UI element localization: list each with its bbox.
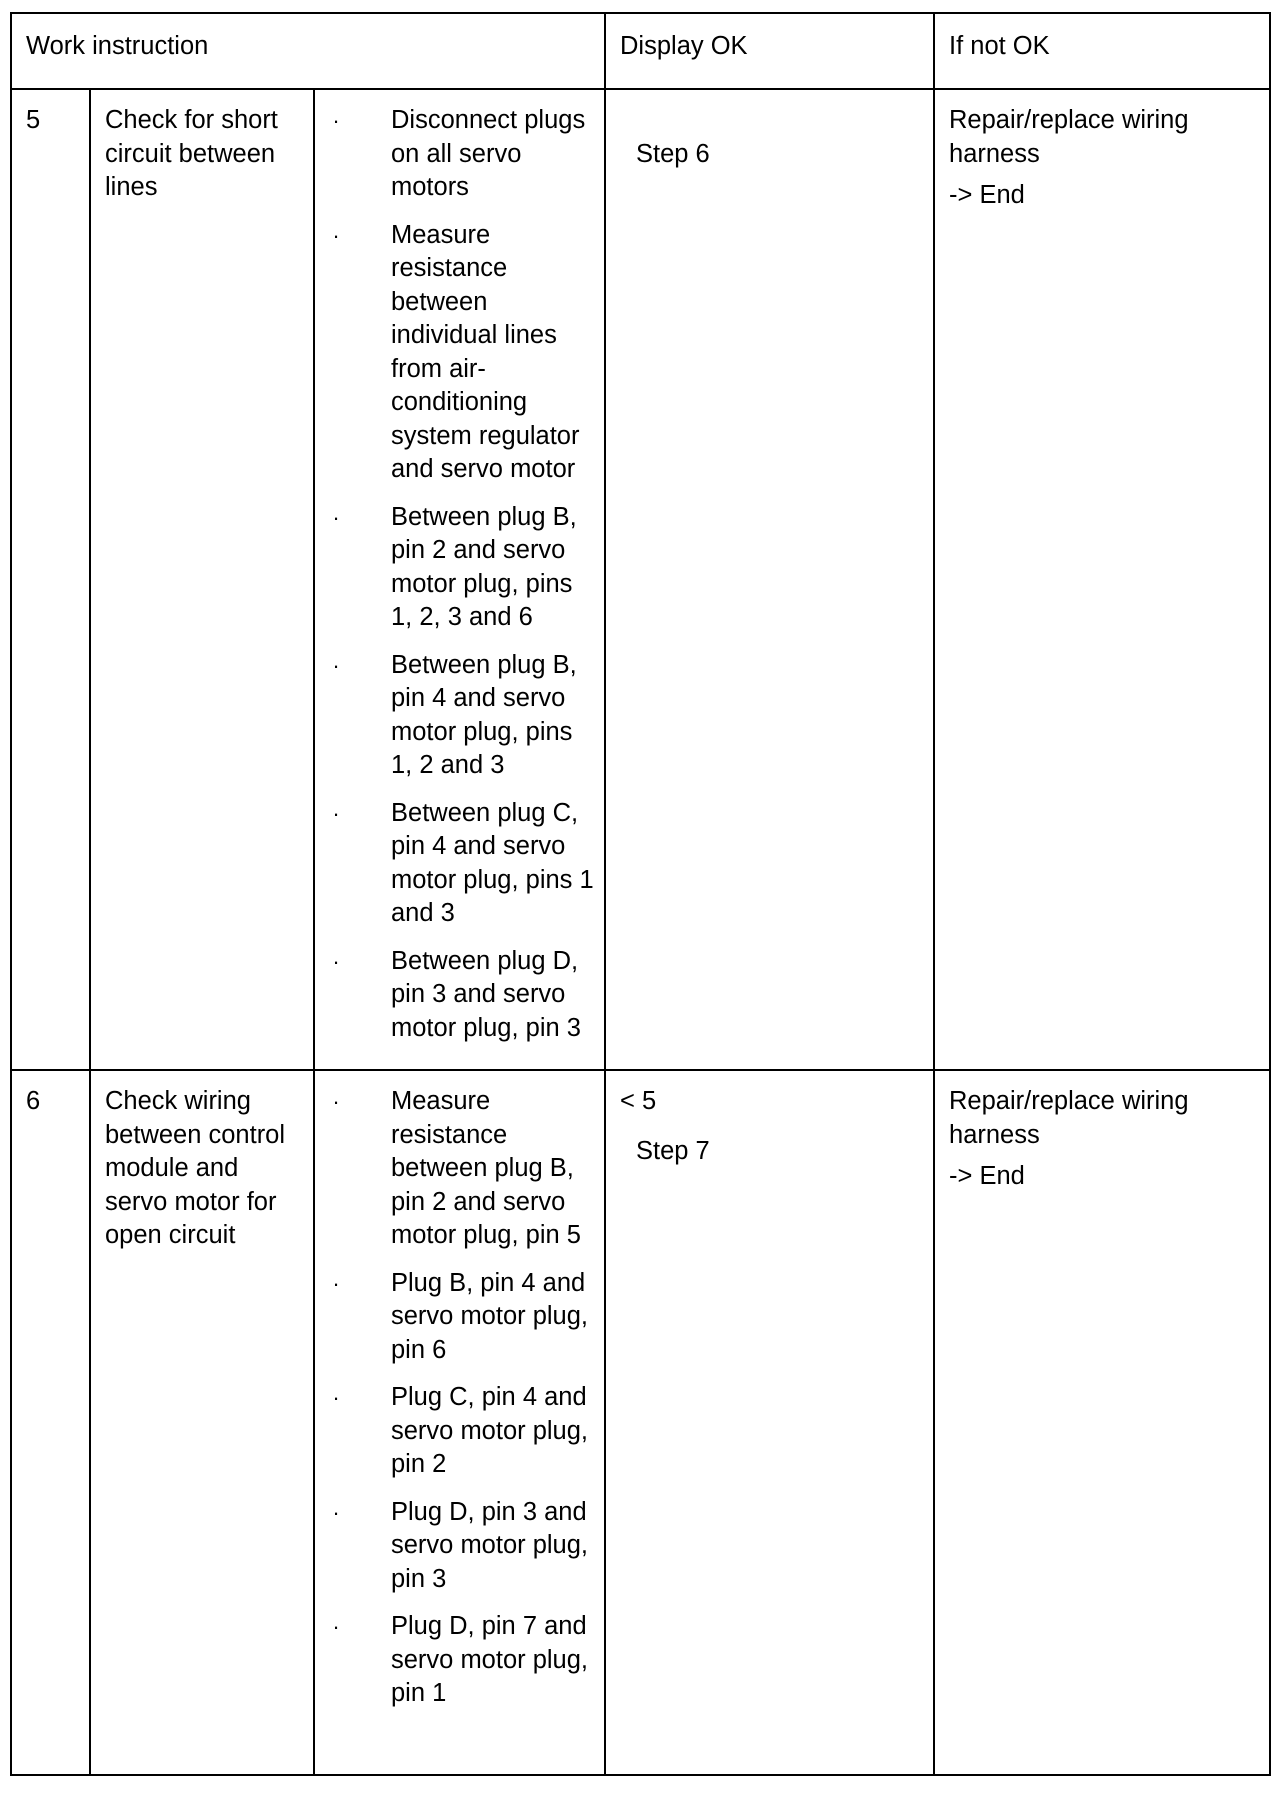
table-header-row [11, 13, 1270, 89]
bullet-icon: · [332, 1089, 340, 1114]
check-description: Check wiring between control module and servo motor for open circuit [90, 1070, 314, 1775]
header-display-ok: Display OK [605, 13, 934, 89]
list-item [329, 1610, 598, 1711]
list-item [329, 649, 598, 783]
bullet-icon: · [332, 1270, 340, 1296]
step-number: 6 [11, 1070, 90, 1775]
if-not-ok-action: Repair/replace wiring harness [949, 1087, 1189, 1149]
procedure-text: Plug D, pin 3 and servo motor plug, pin 3 [391, 1497, 589, 1593]
next-step-link[interactable]: Step 7 [636, 1136, 710, 1165]
procedure-text: Between plug B, pin 2 and servo motor plug, pins 1, 2, 3 and 6 [391, 502, 577, 631]
if-not-ok-action: Repair/replace wiring harness [949, 106, 1189, 168]
header-work-instruction: Work instruction [11, 13, 605, 89]
next-step-link[interactable]: Step 6 [636, 140, 710, 168]
procedure-text: Measure resistance between individual lines from air-conditioning system regulator and servo motor [391, 220, 580, 483]
procedure-text: Between plug D, pin 3 and servo motor plug, pin 3 [391, 946, 581, 1042]
list-item [329, 501, 598, 635]
bullet-icon: · [332, 800, 340, 826]
procedure-text: Disconnect plugs on all servo motors [391, 106, 586, 201]
procedure-text: Measure resistance between plug B, pin 2 and servo motor plug, pin 5 [391, 1087, 581, 1249]
procedure-text: Between plug C, pin 4 and servo motor plug, pins 1 and 3 [391, 798, 594, 927]
if-not-ok-cell [934, 89, 1270, 1070]
procedure-list [329, 104, 598, 1045]
list-item [329, 1085, 598, 1253]
display-ok-cell [605, 89, 934, 1070]
list-item [329, 945, 598, 1046]
display-ok-cell [605, 1070, 934, 1775]
list-item [329, 1381, 598, 1482]
bullet-icon: · [332, 1385, 340, 1410]
bullet-icon: · [332, 1499, 340, 1525]
bullet-icon: · [332, 948, 340, 974]
check-description: Check for short circuit between lines [90, 89, 314, 1070]
bullet-icon: · [332, 108, 340, 133]
procedure-text: Plug C, pin 4 and servo motor plug, pin 2 [391, 1383, 589, 1478]
display-ok-condition: < 5 [620, 1087, 657, 1115]
list-item [329, 1496, 598, 1597]
header-if-not-ok: If not OK [934, 13, 1270, 89]
list-item [329, 797, 598, 931]
end-link[interactable]: -> End [949, 1162, 1025, 1190]
procedure-text: Plug B, pin 4 and servo motor plug, pin 6 [391, 1268, 589, 1364]
table-row [11, 89, 1270, 1070]
procedure-cell [314, 89, 605, 1070]
procedure-cell [314, 1070, 605, 1775]
work-instruction-table [10, 12, 1271, 1776]
bullet-icon: · [332, 504, 340, 530]
bullet-icon: · [332, 1614, 340, 1639]
step-number: 5 [11, 89, 90, 1070]
list-item [329, 219, 598, 487]
if-not-ok-cell [934, 1070, 1270, 1775]
procedure-text: Between plug B, pin 4 and servo motor plug, pins 1, 2 and 3 [391, 650, 577, 779]
list-item [329, 1267, 598, 1368]
list-item [329, 104, 598, 205]
bullet-icon: · [332, 652, 340, 678]
end-link[interactable]: -> End [949, 181, 1025, 209]
bullet-icon: · [332, 222, 340, 248]
procedure-list [329, 1085, 598, 1711]
procedure-text: Plug D, pin 7 and servo motor plug, pin 1 [391, 1612, 589, 1707]
table-row [11, 1070, 1270, 1775]
